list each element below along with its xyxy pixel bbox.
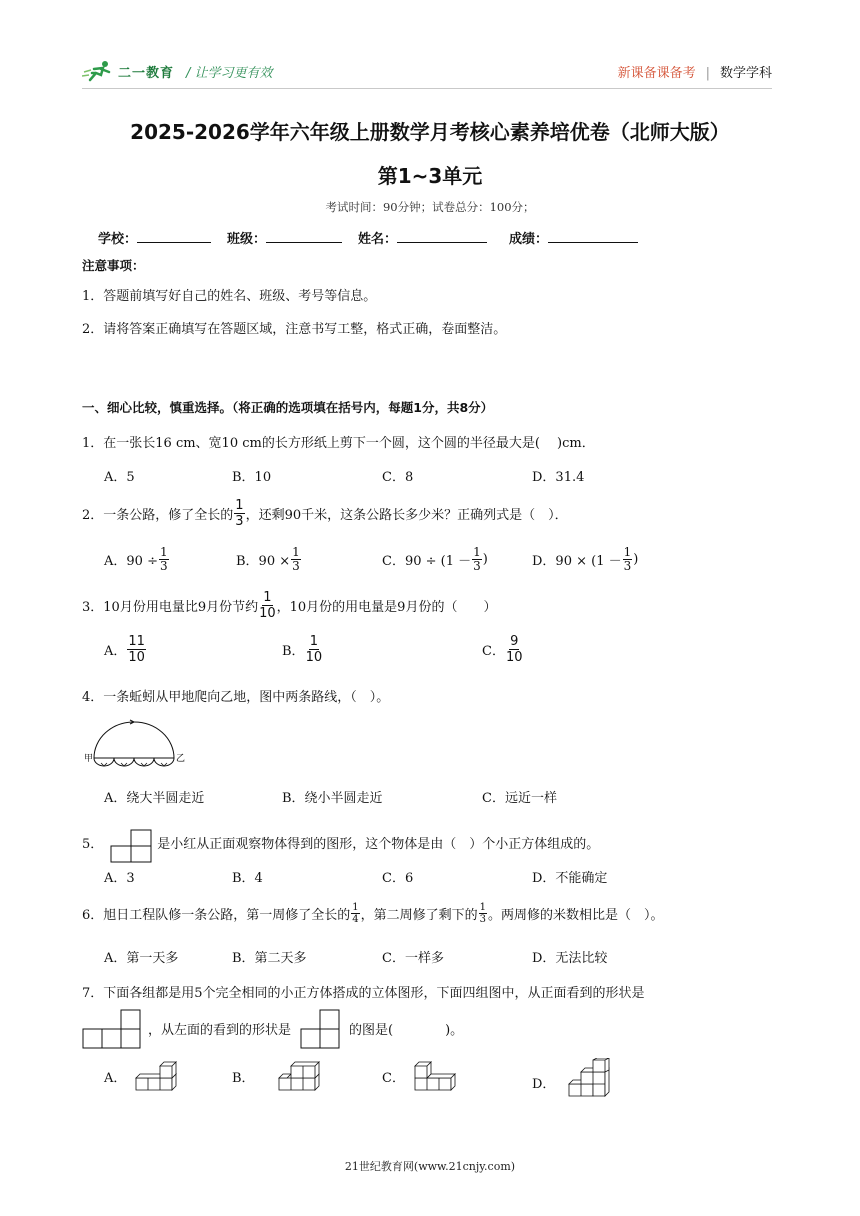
q7-stem-mid-a: ，从左面的看到的形状是 <box>148 1023 292 1038</box>
frac-num: 1 <box>623 545 632 559</box>
q2-option-c[interactable] <box>382 546 488 573</box>
q7-front-view-icon <box>82 1008 142 1050</box>
q7-stem-line2 <box>82 1008 463 1050</box>
q3-stem-a: 3．10月份用电量比9月份节约 <box>82 600 259 615</box>
note-item-1: 1．答题前填写好自己的姓名、班级、考号等信息。 <box>82 289 377 304</box>
cube-stack-c-icon <box>413 1058 463 1092</box>
q2-opt-a-text: A．90 ÷ <box>104 554 158 569</box>
q7-option-b[interactable] <box>232 1058 327 1092</box>
school-field[interactable] <box>137 228 211 243</box>
q2-stem-a: 2．一条公路，修了全长的 <box>82 508 234 523</box>
q4-label-end: 乙 <box>176 754 186 764</box>
logo-text: 二一教育 <box>118 65 175 81</box>
q6-fraction-2 <box>479 902 487 925</box>
frac-den: 4 <box>352 914 359 925</box>
q6-fraction-1 <box>351 902 359 925</box>
frac-den: 10 <box>505 650 523 665</box>
semicircle-routes-icon <box>82 718 192 774</box>
page-footer: 21世纪教育网(www.21cnjy.com) <box>344 1160 516 1173</box>
q2-option-a[interactable] <box>104 546 170 573</box>
q5-option-d[interactable]: D．不能确定 <box>532 871 608 886</box>
q4-label-start: 甲 <box>84 754 94 764</box>
q3-stem <box>82 590 496 621</box>
school-label: 学校： <box>98 232 138 247</box>
frac-den: 10 <box>128 650 145 665</box>
notes-heading: 注意事项： <box>82 258 145 273</box>
header-tag <box>618 62 772 81</box>
page-subtitle: 第1~3单元 <box>377 164 483 188</box>
q2-opt-c-close: ) <box>482 552 488 567</box>
q3-stem-b: ，10月份的用电量是9月份的（ ） <box>276 600 497 615</box>
q7-opt-d-label: D． <box>532 1077 556 1092</box>
frac-den: 3 <box>473 559 481 573</box>
section-heading: 一、细心比较，慎重选择。（将正确的选项填在括号内，每题1分，共8分） <box>82 400 494 415</box>
q1-option-a[interactable]: A．5 <box>104 470 135 485</box>
frac-num: 9 <box>510 634 519 649</box>
q5-option-a[interactable]: A．3 <box>104 871 135 886</box>
q2-fraction <box>234 498 244 529</box>
q2-stem <box>82 498 568 529</box>
q4-option-c[interactable]: C．远近一样 <box>482 791 557 806</box>
q7-stem-mid-b: 的图是( )。 <box>349 1023 464 1038</box>
frac-num: 1 <box>309 634 318 649</box>
front-view-icon <box>109 828 153 864</box>
q4-stem: 4．一条蚯蚓从甲地爬向乙地，图中两条路线，（ ）。 <box>82 690 390 705</box>
q1-option-d[interactable]: D．31.4 <box>532 470 585 485</box>
cube-stack-b-icon <box>277 1058 327 1092</box>
name-field[interactable] <box>397 228 487 243</box>
q6-option-b[interactable]: B．第二天多 <box>232 951 307 966</box>
runner-logo-icon <box>82 60 116 82</box>
q5-stem-text: 是小红从正面观察物体得到的图形，这个物体是由（ ）个小正方体组成的。 <box>157 836 600 852</box>
q7-opt-b-label: B． <box>232 1071 255 1086</box>
q3-opt-b-text: B． <box>282 644 305 659</box>
header-separator: | <box>705 66 710 81</box>
q6-stem-a: 6．旭日工程队修一条公路，第一周修了全长的 <box>82 908 351 923</box>
q7-left-view-icon <box>299 1008 341 1050</box>
frac-den: 3 <box>479 914 487 925</box>
q2-stem-b: ，还剩90千米，这条公路长多少米？正确列式是（ ）． <box>245 508 568 523</box>
q3-option-a[interactable] <box>104 634 147 665</box>
name-label: 姓名： <box>358 232 398 247</box>
frac-num: 11 <box>128 634 145 649</box>
header-divider <box>82 88 772 89</box>
q3-fraction <box>259 590 276 621</box>
header-subject: 数学学科 <box>719 66 772 81</box>
q2-option-d[interactable] <box>532 546 638 573</box>
q5-option-b[interactable]: B．4 <box>232 871 263 886</box>
class-field[interactable] <box>266 228 342 243</box>
q6-stem-c: 。两周修的米数相比是（ ）。 <box>488 908 664 923</box>
cube-stack-d-icon <box>567 1058 617 1098</box>
q5-option-c[interactable]: C．6 <box>382 871 414 886</box>
q7-option-d[interactable] <box>532 1058 617 1098</box>
q2-frac-num: 1 <box>235 498 244 513</box>
q3-option-c[interactable] <box>482 634 524 665</box>
frac-den: 3 <box>292 559 300 573</box>
q6-option-a[interactable]: A．第一天多 <box>104 951 179 966</box>
header-brand <box>82 60 273 82</box>
q1-option-b[interactable]: B．10 <box>232 470 272 485</box>
q2-opt-c-frac <box>472 546 482 573</box>
q3-opt-a-text: A． <box>104 644 127 659</box>
q3-opt-c-frac <box>506 634 523 665</box>
q2-opt-b-frac <box>291 546 301 573</box>
q2-opt-d-close: ) <box>633 552 639 567</box>
q7-opt-a-label: A． <box>104 1071 127 1086</box>
note-item-2: 2．请将答案正确填写在答题区域，注意书写工整，格式正确，卷面整洁。 <box>82 322 507 337</box>
q3-opt-b-frac <box>306 634 323 665</box>
q2-option-b[interactable] <box>236 546 302 573</box>
q4-option-a[interactable]: A．绕大半圆走近 <box>104 791 205 806</box>
q1-option-c[interactable]: C．8 <box>382 470 414 485</box>
score-label: 成绩： <box>509 232 549 247</box>
frac-den: 3 <box>623 559 632 573</box>
q3-opt-c-text: C． <box>482 644 505 659</box>
q4-route-diagram <box>82 718 192 774</box>
cube-stack-a-icon <box>134 1058 184 1092</box>
q7-option-a[interactable] <box>104 1058 184 1092</box>
q3-option-b[interactable] <box>282 634 323 665</box>
frac-num: 1 <box>352 902 359 913</box>
q6-option-d[interactable]: D．无法比较 <box>532 951 608 966</box>
q7-option-c[interactable] <box>382 1058 463 1092</box>
page-title: 2025-2026学年六年级上册数学月考核心素养培优卷（北师大版） <box>130 120 730 144</box>
score-field[interactable] <box>548 228 638 243</box>
q2-opt-b-text: B．90 × <box>236 554 291 569</box>
student-info-fields <box>98 228 654 247</box>
q6-stem-b: ，第二周修了剩下的 <box>360 908 478 923</box>
frac-num: 1 <box>159 545 168 559</box>
q6-stem <box>82 902 664 925</box>
q2-opt-d-frac <box>623 546 633 573</box>
frac-num: 1 <box>479 902 487 913</box>
q5-stem <box>82 828 599 856</box>
q4-option-b[interactable]: B．绕小半圆走近 <box>282 791 383 806</box>
frac-den: 10 <box>305 650 323 665</box>
q2-opt-a-frac <box>159 546 169 573</box>
q7-opt-c-label: C． <box>382 1071 405 1086</box>
frac-num: 1 <box>292 545 300 559</box>
q6-option-c[interactable]: C．一样多 <box>382 951 444 966</box>
class-label: 班级： <box>227 232 267 247</box>
q5-num: 5． <box>82 836 104 852</box>
frac-den: 3 <box>159 559 168 573</box>
q2-frac-den: 3 <box>235 514 244 529</box>
frac-num: 1 <box>473 545 481 559</box>
q3-opt-a-frac <box>127 634 146 665</box>
q7-stem: 7．下面各组都是用5个完全相同的小正方体搭成的立体图形，下面四组图中，从正面看到的形状是 <box>82 986 645 1001</box>
slogan: / 让学习更有效 <box>186 65 273 81</box>
header-right-tag: 新课备课备考 <box>617 66 696 81</box>
q2-opt-c-text: C．90 ÷ (1 － <box>382 554 472 569</box>
q2-opt-d-text: D．90 × (1 － <box>532 554 622 569</box>
q3-frac-num: 1 <box>263 590 272 605</box>
q1-stem: 1．在一张长16 cm、宽10 cm的长方形纸上剪下一个圆，这个圆的半径最大是( )cm． <box>82 436 595 451</box>
exam-info: 考试时间：90分钟；试卷总分：100分； <box>325 200 535 214</box>
q3-frac-den: 10 <box>259 606 276 621</box>
